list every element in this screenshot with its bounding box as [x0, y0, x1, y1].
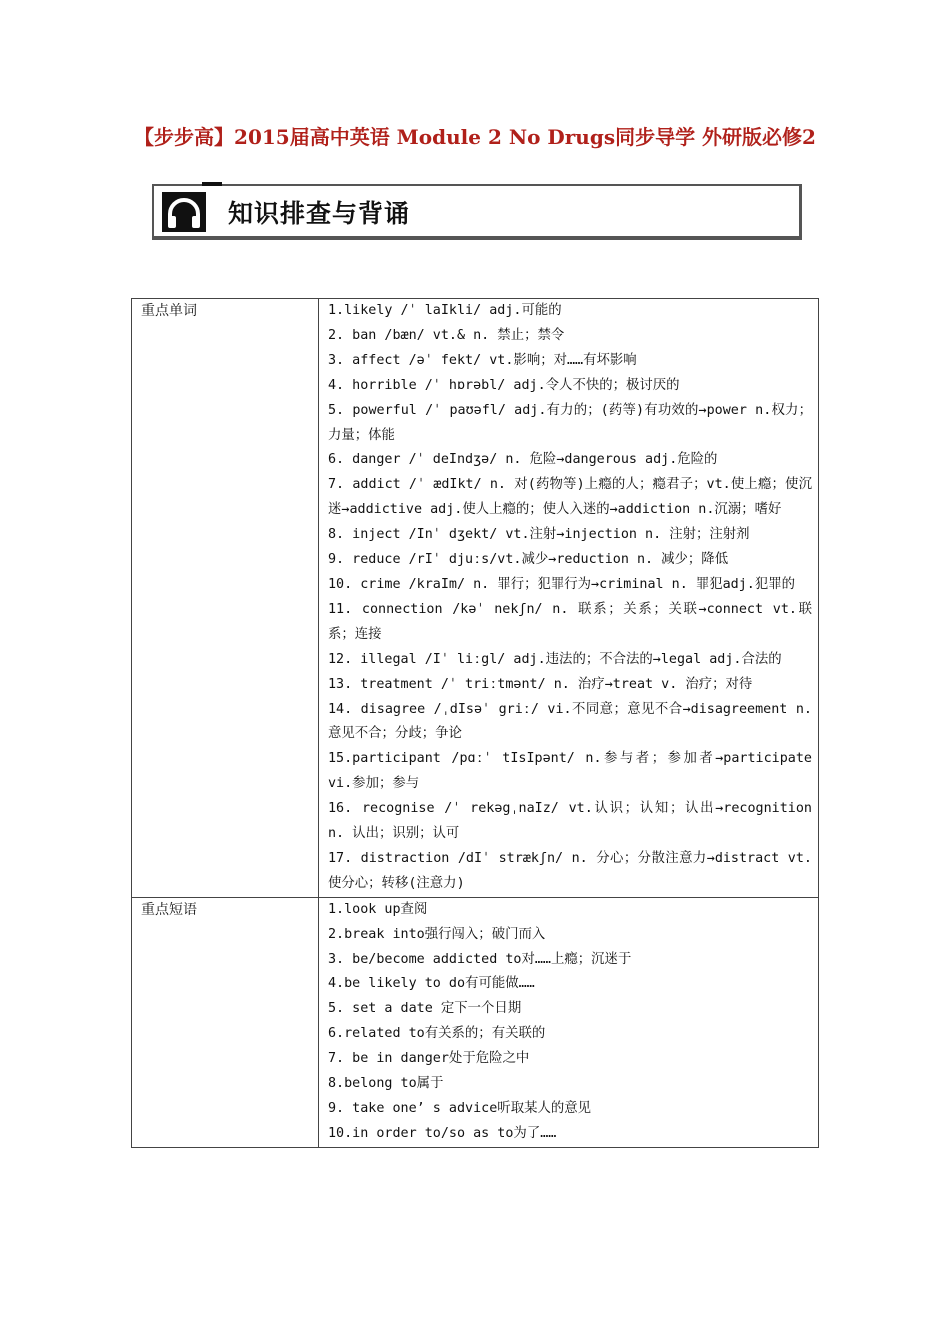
- list-item: 14. disagree /ˌdIsəˈ griː/ vi.不同意；意见不合→disagreement n. 意见不合；分歧；争论: [328, 701, 812, 742]
- list-item: 11. connection /kəˈ nekʃn/ n. 联系；关系；关联→connect vt.联系；连接: [328, 601, 812, 642]
- list-item: 8. inject /Inˈ dʒekt/ vt.注射→injection n. 注射；注射剂: [328, 527, 750, 543]
- content-cell: [319, 299, 819, 898]
- list-item: 5. powerful /ˈ paʊəfl/ adj.有力的；(药等)有功效的→power n.权力；力量；体能: [328, 402, 812, 443]
- category-cell: 重点单词: [132, 299, 319, 898]
- section-banner: [152, 184, 802, 240]
- list-item: 5. set a date 定下一个日期: [328, 1001, 522, 1017]
- list-item: 10. crime /kraIm/ n. 罪行；犯罪行为→criminal n. 罪犯adj.犯罪的: [328, 576, 796, 592]
- list-item: 16. recognise /ˈ rekəgˌnaIz/ vt.认识；认知；认出→recognition n. 认出；识别；认可: [328, 801, 812, 842]
- list-item: 1.look up查阅: [328, 901, 428, 917]
- list-item: 8.belong to属于: [328, 1076, 444, 1092]
- list-item: 10.in order to/so as to为了……: [328, 1125, 557, 1141]
- list-item: 6.related to有关系的；有关联的: [328, 1026, 546, 1042]
- vocabulary-table: [131, 298, 819, 1148]
- list-item: 3. affect /əˈ fekt/ vt.影响；对……有坏影响: [328, 352, 637, 368]
- content-cell: [319, 897, 819, 1147]
- list-item: 12. illegal /Iˈ liːgl/ adj.违法的；不合法的→legal adj.合法的: [328, 651, 782, 667]
- list-item: 4. horrible /ˈ hɒrəbl/ adj.令人不快的；极讨厌的: [328, 377, 680, 393]
- list-item: 4.be likely to do有可能做……: [328, 976, 535, 992]
- list-item: 15.participant /pɑːˈ tIsIpənt/ n.参与者；参加者→participate vi.参加；参与: [328, 751, 812, 792]
- list-item: 1.likely /ˈ laIkli/ adj.可能的: [328, 303, 562, 318]
- table-row: [132, 897, 819, 1147]
- list-item: 6. danger /ˈ deIndʒə/ n. 危险→dangerous adj.危险的: [328, 452, 718, 468]
- headphones-icon: [162, 192, 206, 232]
- list-item: 7. addict /ˈ ædIkt/ n. 对(药物等)上瘾的人；瘾君子；vt.使上瘾；使沉迷→addictive adj.使人上瘾的；使人入迷的→addiction n.沉溺；嗜好: [328, 477, 812, 518]
- list-item: 2. ban /bæn/ vt.& n. 禁止；禁令: [328, 327, 565, 343]
- list-item: 9. take one’ s advice听取某人的意见: [328, 1101, 592, 1116]
- banner-title: 知识排查与背诵: [228, 199, 411, 228]
- list-item: 9. reduce /rIˈ djuːs/vt.减少→reduction n. 减少；降低: [328, 552, 729, 568]
- table-row: [132, 299, 819, 898]
- document-title: 【步步高】2015届高中英语 Module 2 No Drugs同步导学 外研版必修2: [134, 125, 816, 149]
- banner-accent-bar: [202, 182, 222, 186]
- list-item: 2.break into强行闯入；破门而入: [328, 926, 546, 942]
- list-item: 7. be in danger处于危险之中: [328, 1051, 530, 1067]
- list-item: 17. distraction /dIˈ strækʃn/ n. 分心；分散注意力→distract vt.使分心；转移(注意力): [328, 850, 812, 891]
- category-cell: 重点短语: [132, 897, 319, 1147]
- list-item: 13. treatment /ˈ triːtmənt/ n. 治疗→treat v. 治疗；对待: [328, 676, 753, 692]
- list-item: 3. be/become addicted to对……上瘾；沉迷于: [328, 951, 632, 967]
